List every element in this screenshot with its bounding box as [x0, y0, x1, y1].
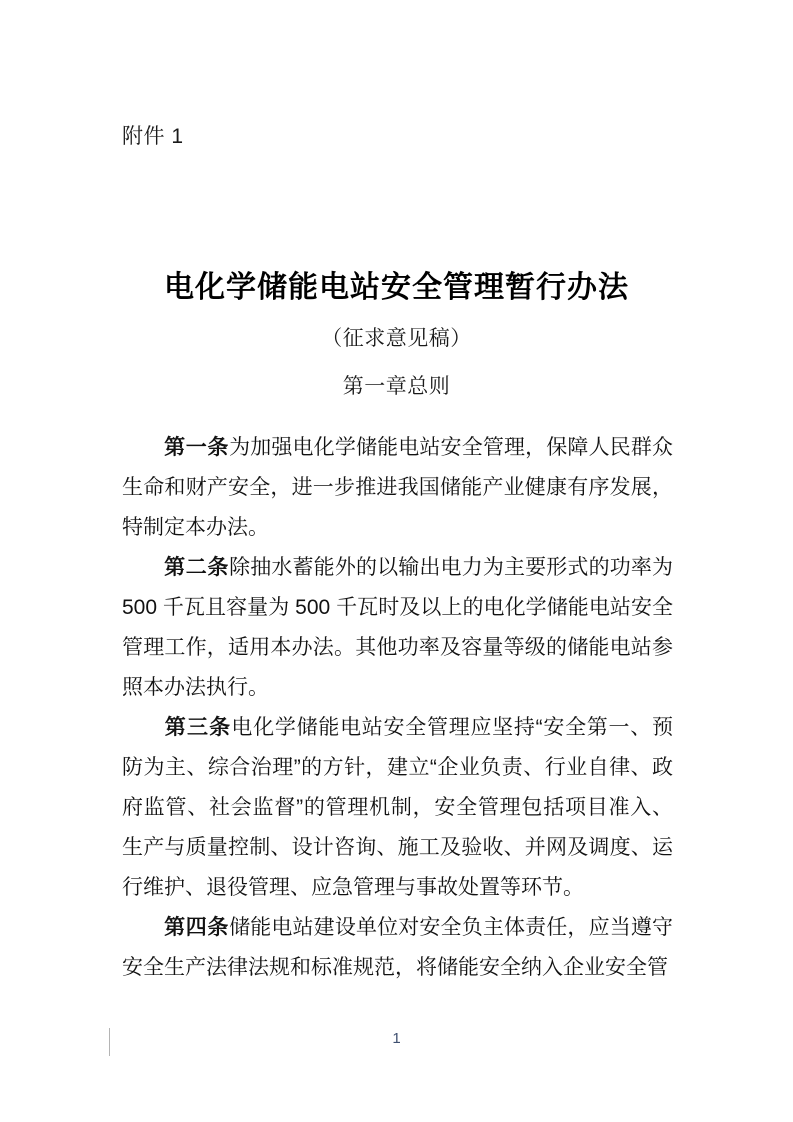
article-text: 为加强电化学储能电站安全管理，保障人民群众生命和财产安全，进一步推进我国储能产业健康有序发展，特制定本办法。: [122, 436, 674, 539]
article-paragraph: [122, 708, 673, 908]
article-number: 第四条: [164, 916, 230, 939]
article-paragraph: [122, 428, 673, 548]
article-text: 电化学储能电站安全管理应坚持“安全第一、预防为主、综合治理”的方针，建立“企业负责、行业自律、政府监管、社会监督”的管理机制，安全管理包括项目准入、生产与质量控制、设计咨询、施工及验收、并网及调度、运行维护、退役管理、应急管理与事故处置等环节。: [122, 716, 673, 899]
page-title: 电化学储能电站安全管理暂行办法: [164, 271, 629, 304]
article-paragraph: [122, 908, 673, 988]
article-number: 第二条: [164, 556, 230, 579]
article-number: 第一条: [164, 436, 230, 459]
attachment-label: 附件 1: [122, 125, 184, 148]
title-block: [0, 268, 793, 402]
document-subtitle: （征求意见稿）: [321, 327, 472, 350]
document-body: [122, 428, 673, 988]
chapter-heading: 第一章总则: [342, 375, 451, 398]
page-number: 1: [392, 1030, 401, 1047]
article-paragraph: [122, 548, 673, 708]
article-text: 储能电站建设单位对安全负主体责任，应当遵守安全生产法律法规和标准规范，将储能安全纳入企业安全管: [122, 916, 674, 979]
article-number: 第三条: [164, 716, 232, 739]
article-text: 除抽水蓄能外的以输出电力为主要形式的功率为 500 千瓦且容量为 500 千瓦时及以上的电化学储能电站安全管理工作，适用本办法。其他功率及容量等级的储能电站参照本办法执行。: [122, 556, 674, 699]
